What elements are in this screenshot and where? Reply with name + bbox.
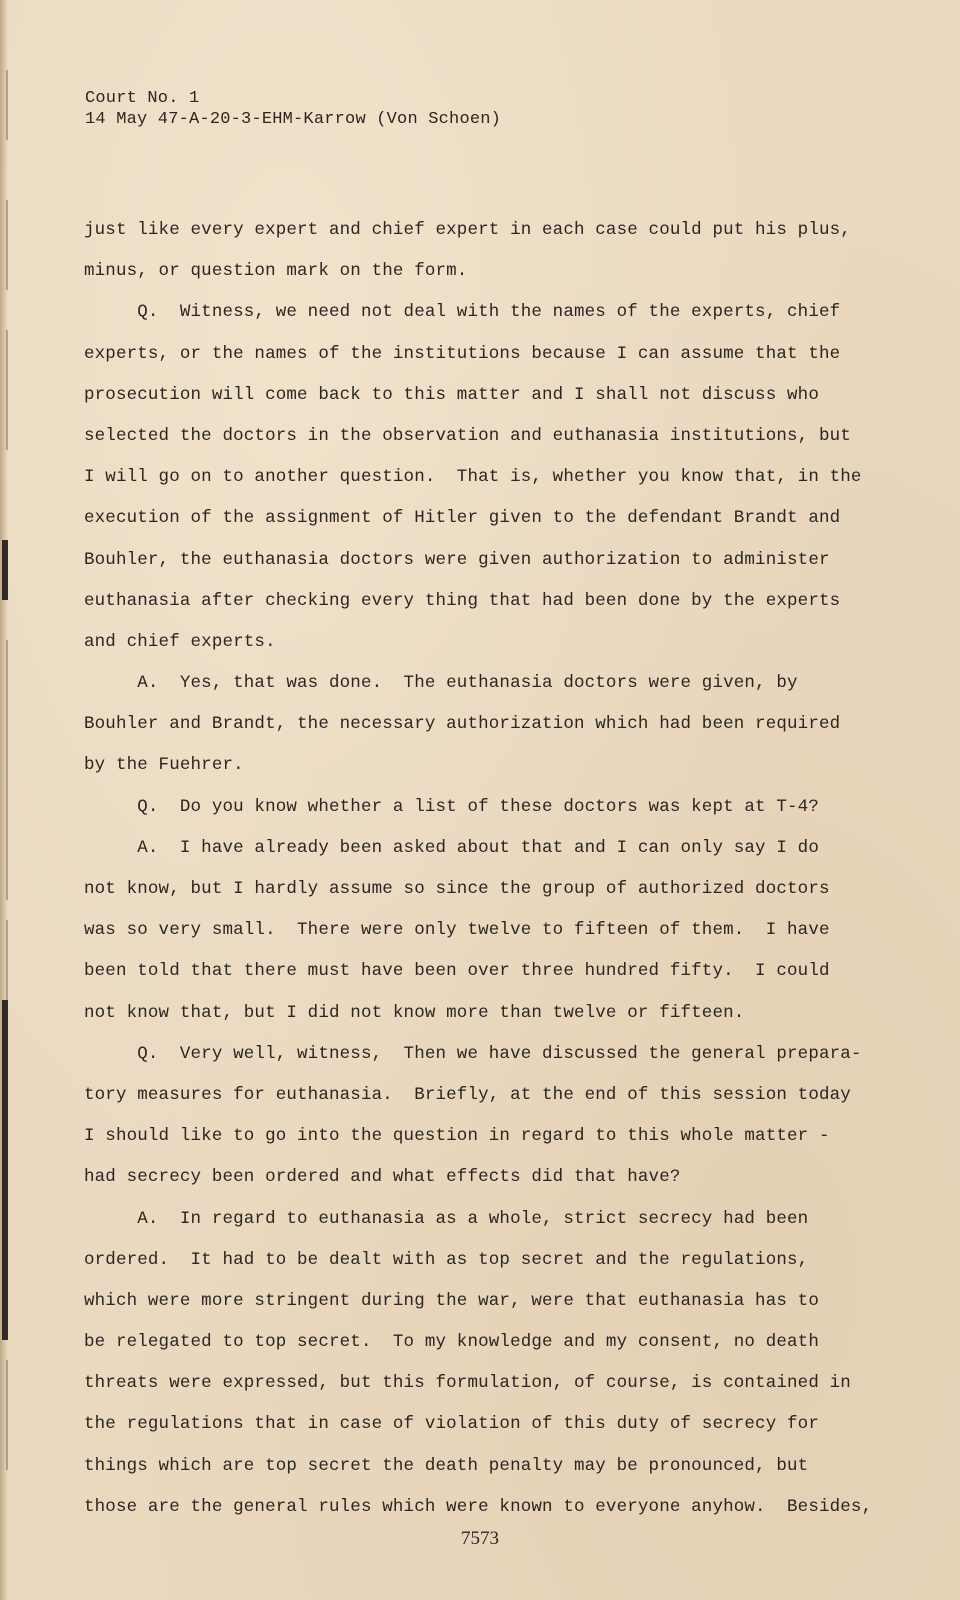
- text-line: execution of the assignment of Hitler given to the defendant Brandt and: [84, 508, 841, 529]
- text-line: tory measures for euthanasia. Briefly, at the end of this session today: [84, 1084, 851, 1105]
- text-line: Bouhler and Brandt, the necessary authorization which had been required: [84, 714, 841, 735]
- text-line: been told that there must have been over three hundred fifty. I could: [84, 961, 830, 982]
- text-line: I will go on to another question. That is, whether you know that, in the: [84, 467, 862, 488]
- text-line: the regulations that in case of violation of this duty of secrecy for: [84, 1414, 819, 1435]
- text-line: which were more stringent during the war, were that euthanasia has to: [84, 1290, 819, 1311]
- margin-mark: [6, 920, 8, 1000]
- transcript-body: [84, 210, 873, 1528]
- transcript-reference: 14 May 47-A-20-3-EHM-Karrow (Von Schoen): [85, 110, 502, 129]
- document-header: [85, 88, 501, 130]
- text-line: A. In regard to euthanasia as a whole, strict secrecy had been: [84, 1208, 809, 1229]
- margin-mark: [6, 640, 8, 900]
- text-line: A. Yes, that was done. The euthanasia doctors were given, by: [84, 673, 798, 694]
- text-line: things which are top secret the death penalty may be pronounced, but: [84, 1455, 809, 1476]
- text-line: minus, or question mark on the form.: [84, 261, 468, 282]
- text-line: euthanasia after checking every thing that had been done by the experts: [84, 590, 841, 611]
- margin-mark: [6, 330, 8, 450]
- text-line: those are the general rules which were known to everyone anyhow. Besides,: [84, 1496, 873, 1517]
- text-line: be relegated to top secret. To my knowledge and my consent, no death: [84, 1332, 819, 1353]
- text-line: Q. Do you know whether a list of these doctors was kept at T-4?: [84, 796, 819, 817]
- text-line: experts, or the names of the institutions because I can assume that the: [84, 343, 841, 364]
- margin-mark: [2, 540, 8, 600]
- text-line: had secrecy been ordered and what effects did that have?: [84, 1167, 681, 1188]
- text-line: I should like to go into the question in regard to this whole matter -: [84, 1126, 830, 1147]
- margin-mark: [6, 200, 8, 290]
- text-line: and chief experts.: [84, 631, 276, 652]
- text-line: A. I have already been asked about that and I can only say I do: [84, 837, 819, 858]
- text-line: prosecution will come back to this matter and I shall not discuss who: [84, 384, 819, 405]
- text-line: Q. Witness, we need not deal with the names of the experts, chief: [84, 302, 841, 323]
- text-line: ordered. It had to be dealt with as top secret and the regulations,: [84, 1249, 809, 1270]
- margin-mark: [2, 1000, 8, 1340]
- text-line: not know, but I hardly assume so since the group of authorized doctors: [84, 879, 830, 899]
- text-line: not know that, but I did not know more than twelve or fifteen.: [84, 1002, 745, 1023]
- text-line: selected the doctors in the observation and euthanasia institutions, but: [84, 425, 851, 446]
- text-line: Bouhler, the euthanasia doctors were given authorization to administer: [84, 549, 830, 570]
- text-line: by the Fuehrer.: [84, 755, 244, 776]
- text-line: threats were expressed, but this formulation, of course, is contained in: [84, 1373, 851, 1394]
- page-number: 7573: [461, 1528, 499, 1549]
- margin-mark: [6, 1360, 8, 1470]
- court-number: Court No. 1: [85, 89, 200, 108]
- text-line: just like every expert and chief expert in each case could put his plus,: [84, 220, 851, 240]
- margin-mark: [6, 70, 8, 140]
- text-line: Q. Very well, witness, Then we have discussed the general prepara-: [84, 1043, 862, 1064]
- text-line: was so very small. There were only twelve to fifteen of them. I have: [84, 920, 830, 941]
